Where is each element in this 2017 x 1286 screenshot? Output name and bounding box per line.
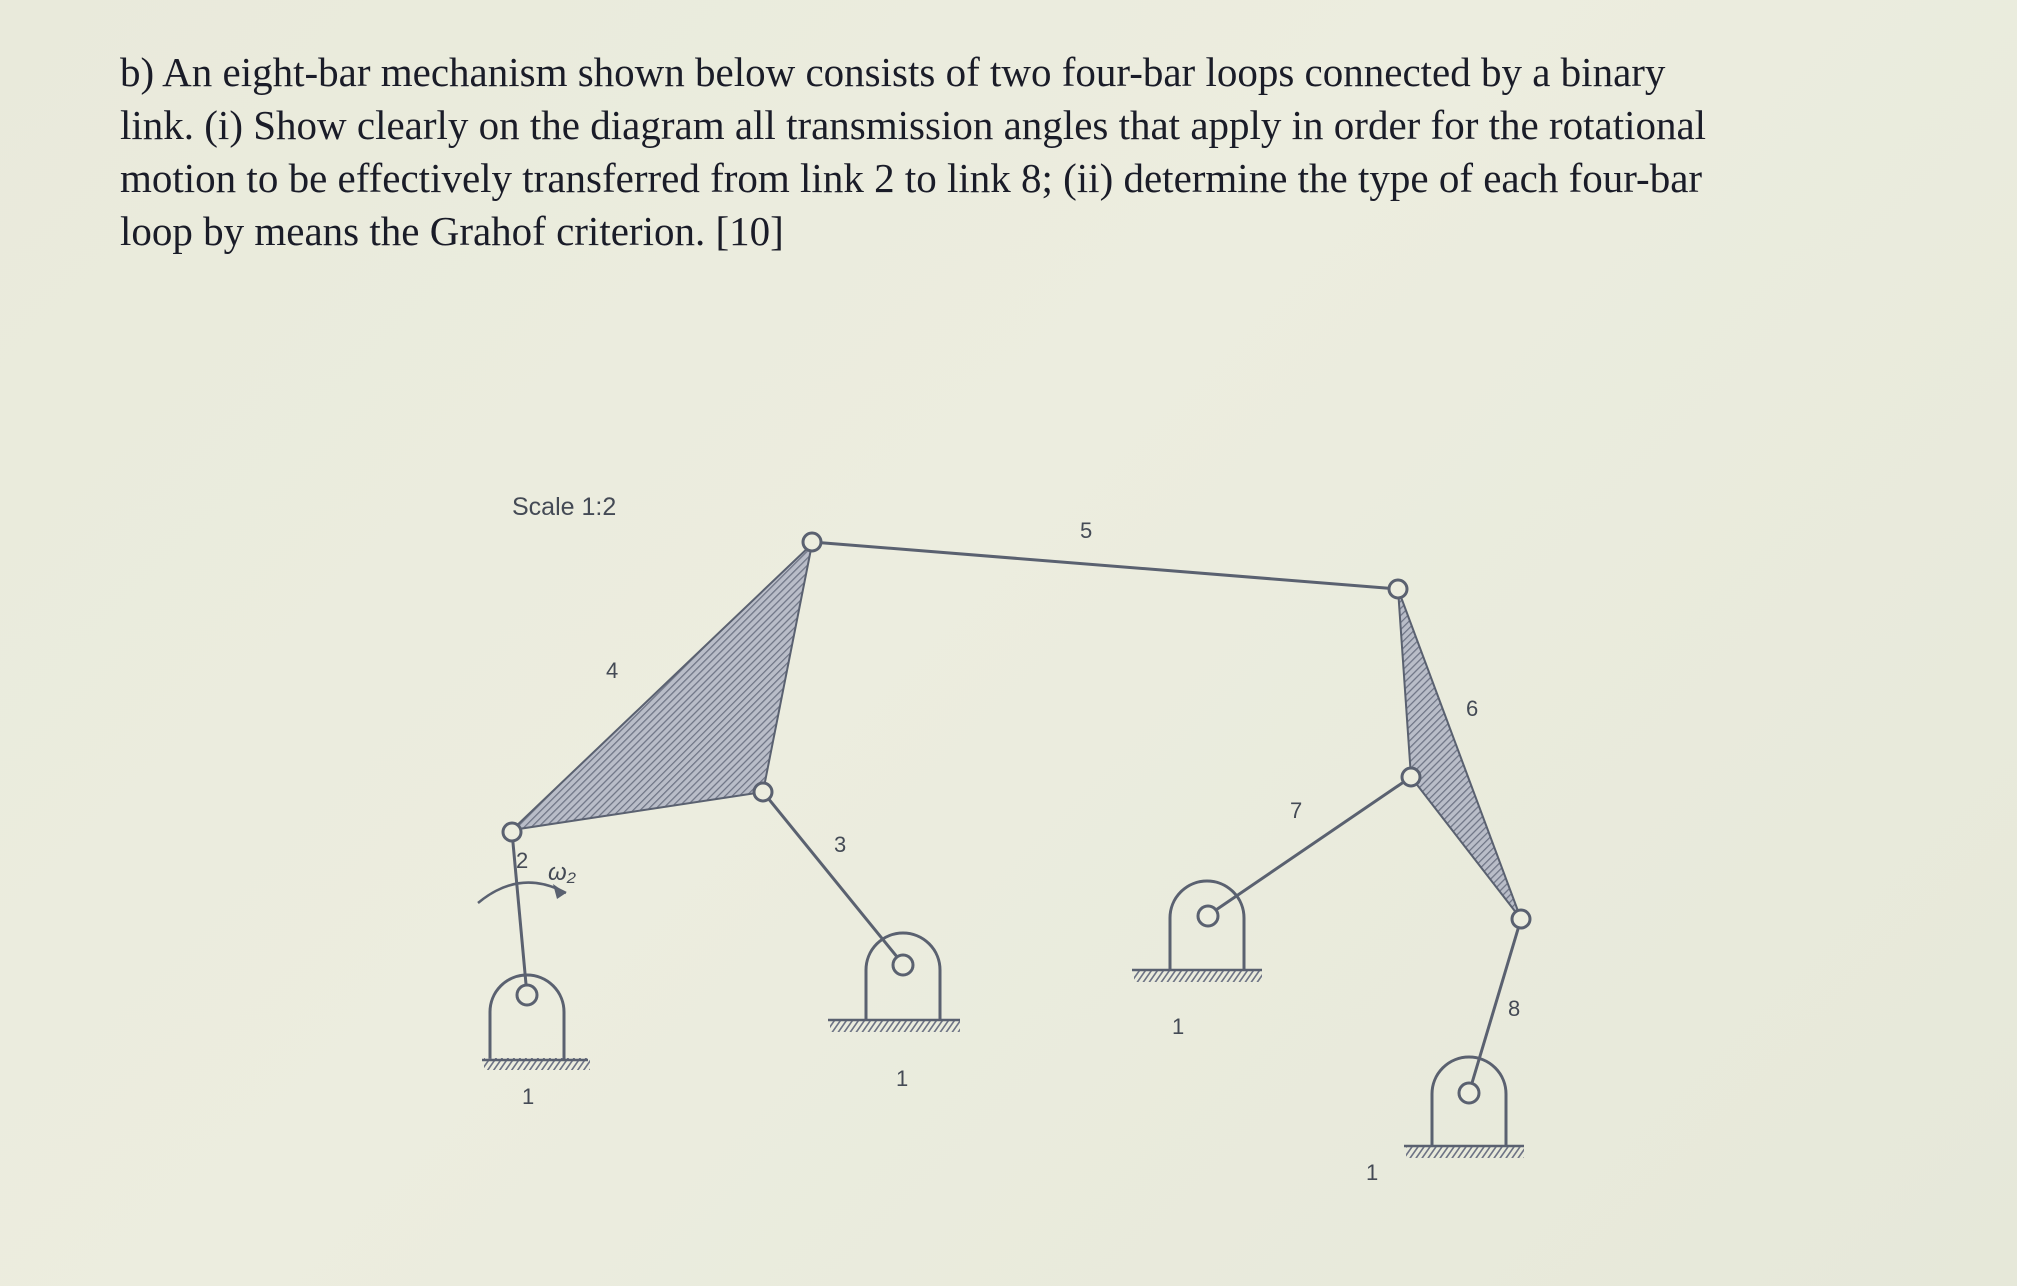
ground-pivot-7 [1132,881,1262,982]
link-7 [1210,777,1411,914]
link-2-label: 2 [516,848,529,873]
joint-A [503,823,521,841]
link-6-label: 6 [1466,696,1479,721]
link-5 [812,542,1398,589]
link-7-label: 7 [1290,798,1303,823]
link-4-label: 4 [606,658,619,683]
link-5-label: 5 [1080,518,1093,543]
joint-D [1389,580,1407,598]
ground-pivot-8 [1404,1057,1524,1158]
joint-E [1402,768,1420,786]
scale-label: Scale 1:2 [512,493,617,521]
joint-C [754,783,772,801]
question-line-3: motion to be effectively transferred from link 2 to link 8; (ii) determine the type of each four-bar [120,155,1703,201]
ground-pivot-3 [828,933,960,1032]
ground-label-2: 1 [896,1066,909,1091]
question-line-2: link. (i) Show clearly on the diagram all transmission angles that apply in order for the rotational [120,102,1707,148]
ground-pivot-2 [482,975,590,1070]
ground-label-1: 1 [522,1084,535,1109]
joint-B [803,533,821,551]
omega-label: ω₂ [548,859,576,886]
link-3 [763,792,902,963]
link-6-body [1398,589,1521,919]
question-line-4: loop by means the Grahof criterion. [10] [120,208,784,254]
link-3-label: 3 [834,832,847,857]
ground-label-3: 1 [1172,1014,1185,1039]
link-8-label: 8 [1508,996,1521,1021]
joint-F [1512,910,1530,928]
question-line-1: b) An eight-bar mechanism shown below consists of two four-bar loops connected by a binary [120,49,1666,95]
ground-label-4: 1 [1366,1160,1379,1185]
